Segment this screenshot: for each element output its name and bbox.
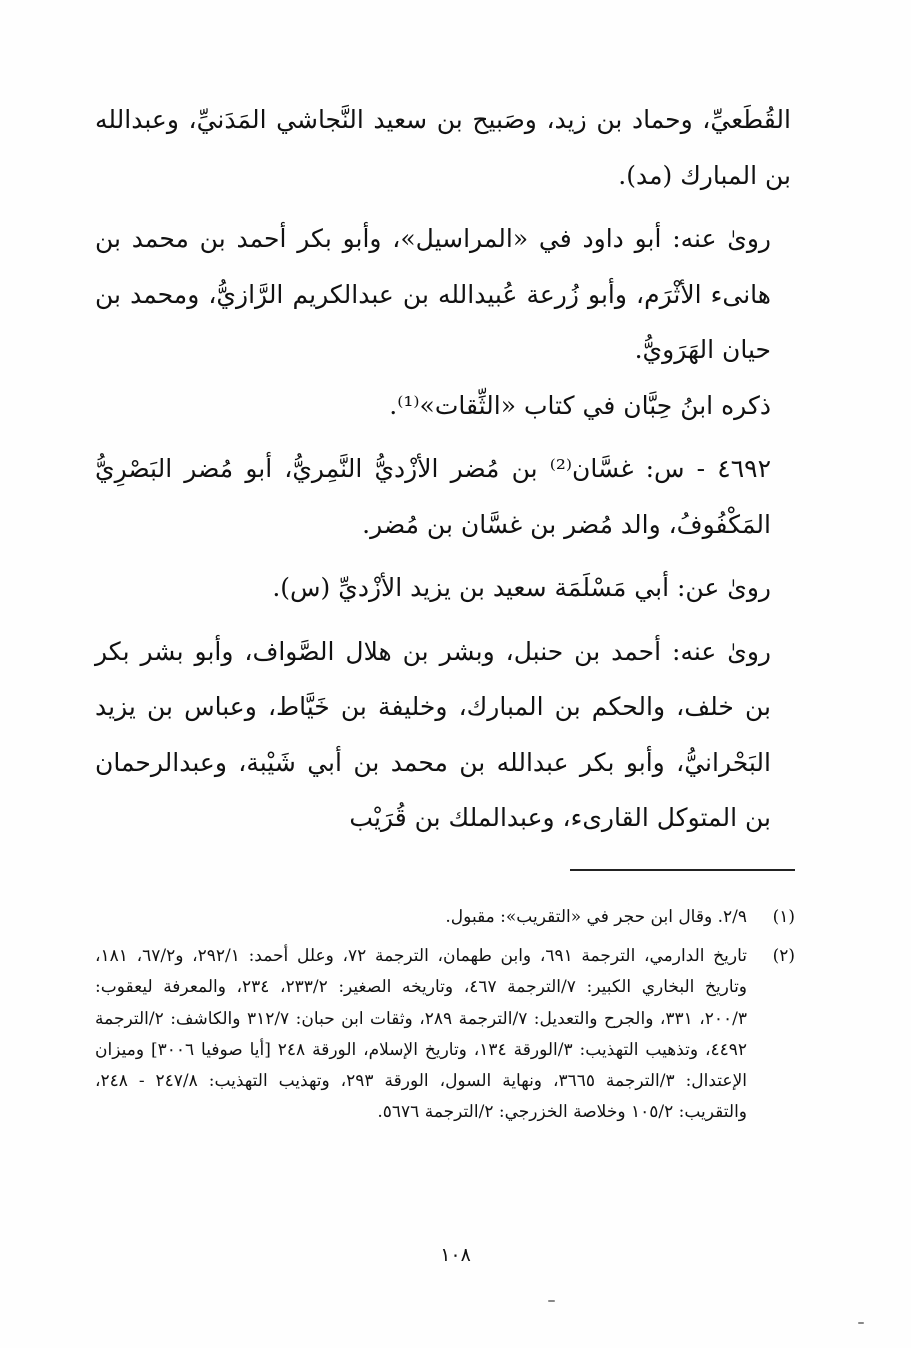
paragraph-teachers-continued: القُطَعيِّ، وحماد بن زيد، وصَبيح بن سعيد النَّجاشي المَدَنيِّ، وعبدالله بن المبارك (مد).	[95, 105, 791, 190]
footnote-text: ٢/٩. وقال ابن حجر في «التقريب»: مقبول.	[445, 907, 747, 927]
footnote-number: (٢)	[772, 946, 795, 967]
footnote-1	[95, 902, 795, 933]
paragraph-narrated-from: روىٰ عن: أبي مَسْلَمَة سعيد بن يزيد الأزْديِّ (س).	[272, 573, 771, 602]
footnote-separator	[570, 869, 795, 871]
footnotes	[95, 902, 795, 1136]
scan-speck	[548, 1300, 555, 1302]
entry-heading-4692: ٤٦٩٢ - س: غسَّان⁽²⁾ بن مُضر الأزْديُّ النَّمِريُّ، أبو مُضر البَصْرِيُّ المَكْفُوفُ، والد مُضر بن غسَّان بن مُضر.	[95, 454, 771, 539]
scan-speck	[858, 1322, 864, 1324]
footnote-number: (١)	[772, 907, 795, 927]
main-text-body	[95, 92, 791, 846]
footnote-text: تاريخ الدارمي، الترجمة ٦٩١، وابن طهمان، الترجمة ٧٢، وعلل أحمد: ٢٩٢/١، و٦٧/٢، ١٨١، وتاريخ البخاري الكبير: ٧/الترجمة ٤٦٧، وتاريخه الصغير: ٢٣٣/٢، ٢٣٤، والمعرفة ليعقوب: ٢٠٠/٣، ٣٣١، والجرح والتعديل: ٧/الترجمة ٢٨٩، وثقات ابن حبان: ٣١٢/٧ والكاشف: ٢/الترجمة ٤٤٩٢، وتذهيب التهذيب: ٣/الورقة ١٣٤، وتاريخ الإسلام، الورقة ٢٤٨ [أيا صوفيا ٣٠٠٦] وميزان الإعتدال: ٣/الترجمة ٣٦٦٥، ونهاية السول، الورقة ٢٩٣، وتهذيب التهذيب: ٢٤٧/٨ - ٢٤٨، والتقريب: ١٠٥/٢ وخلاصة الخزرجي: ٢/الترجمة ٥٦٧٦.	[95, 946, 748, 1123]
paragraph-ibn-hibban-mention: ذكره ابنُ حِبَّان في كتاب «الثِّقات»⁽¹⁾.	[389, 390, 771, 420]
footnote-2	[95, 941, 795, 1128]
page-number: ١٠٨	[440, 1244, 471, 1266]
paragraph-narrated-by: روىٰ عنه: أحمد بن حنبل، وبشر بن هلال الصَّواف، وأبو بشر بكر بن خلف، والحكم بن المبارك، وخليفة بن خَيَّاط، وعباس بن يزيد البَحْرانيُّ، وأبو بكر عبدالله بن محمد بن أبي شَيْبة، وعبدالرحمان بن المتوكل القارىء، وعبدالملك بن قُرَيْب	[95, 636, 771, 832]
paragraph-narrators-from-him: روىٰ عنه: أبو داود في «المراسيل»، وأبو بكر أحمد بن محمد بن هانىء الأثْرَم، وأبو زُرعة عُبيدالله بن عبدالكريم الرَّازيُّ، ومحمد بن حيان الهَرَويُّ.	[95, 224, 771, 364]
